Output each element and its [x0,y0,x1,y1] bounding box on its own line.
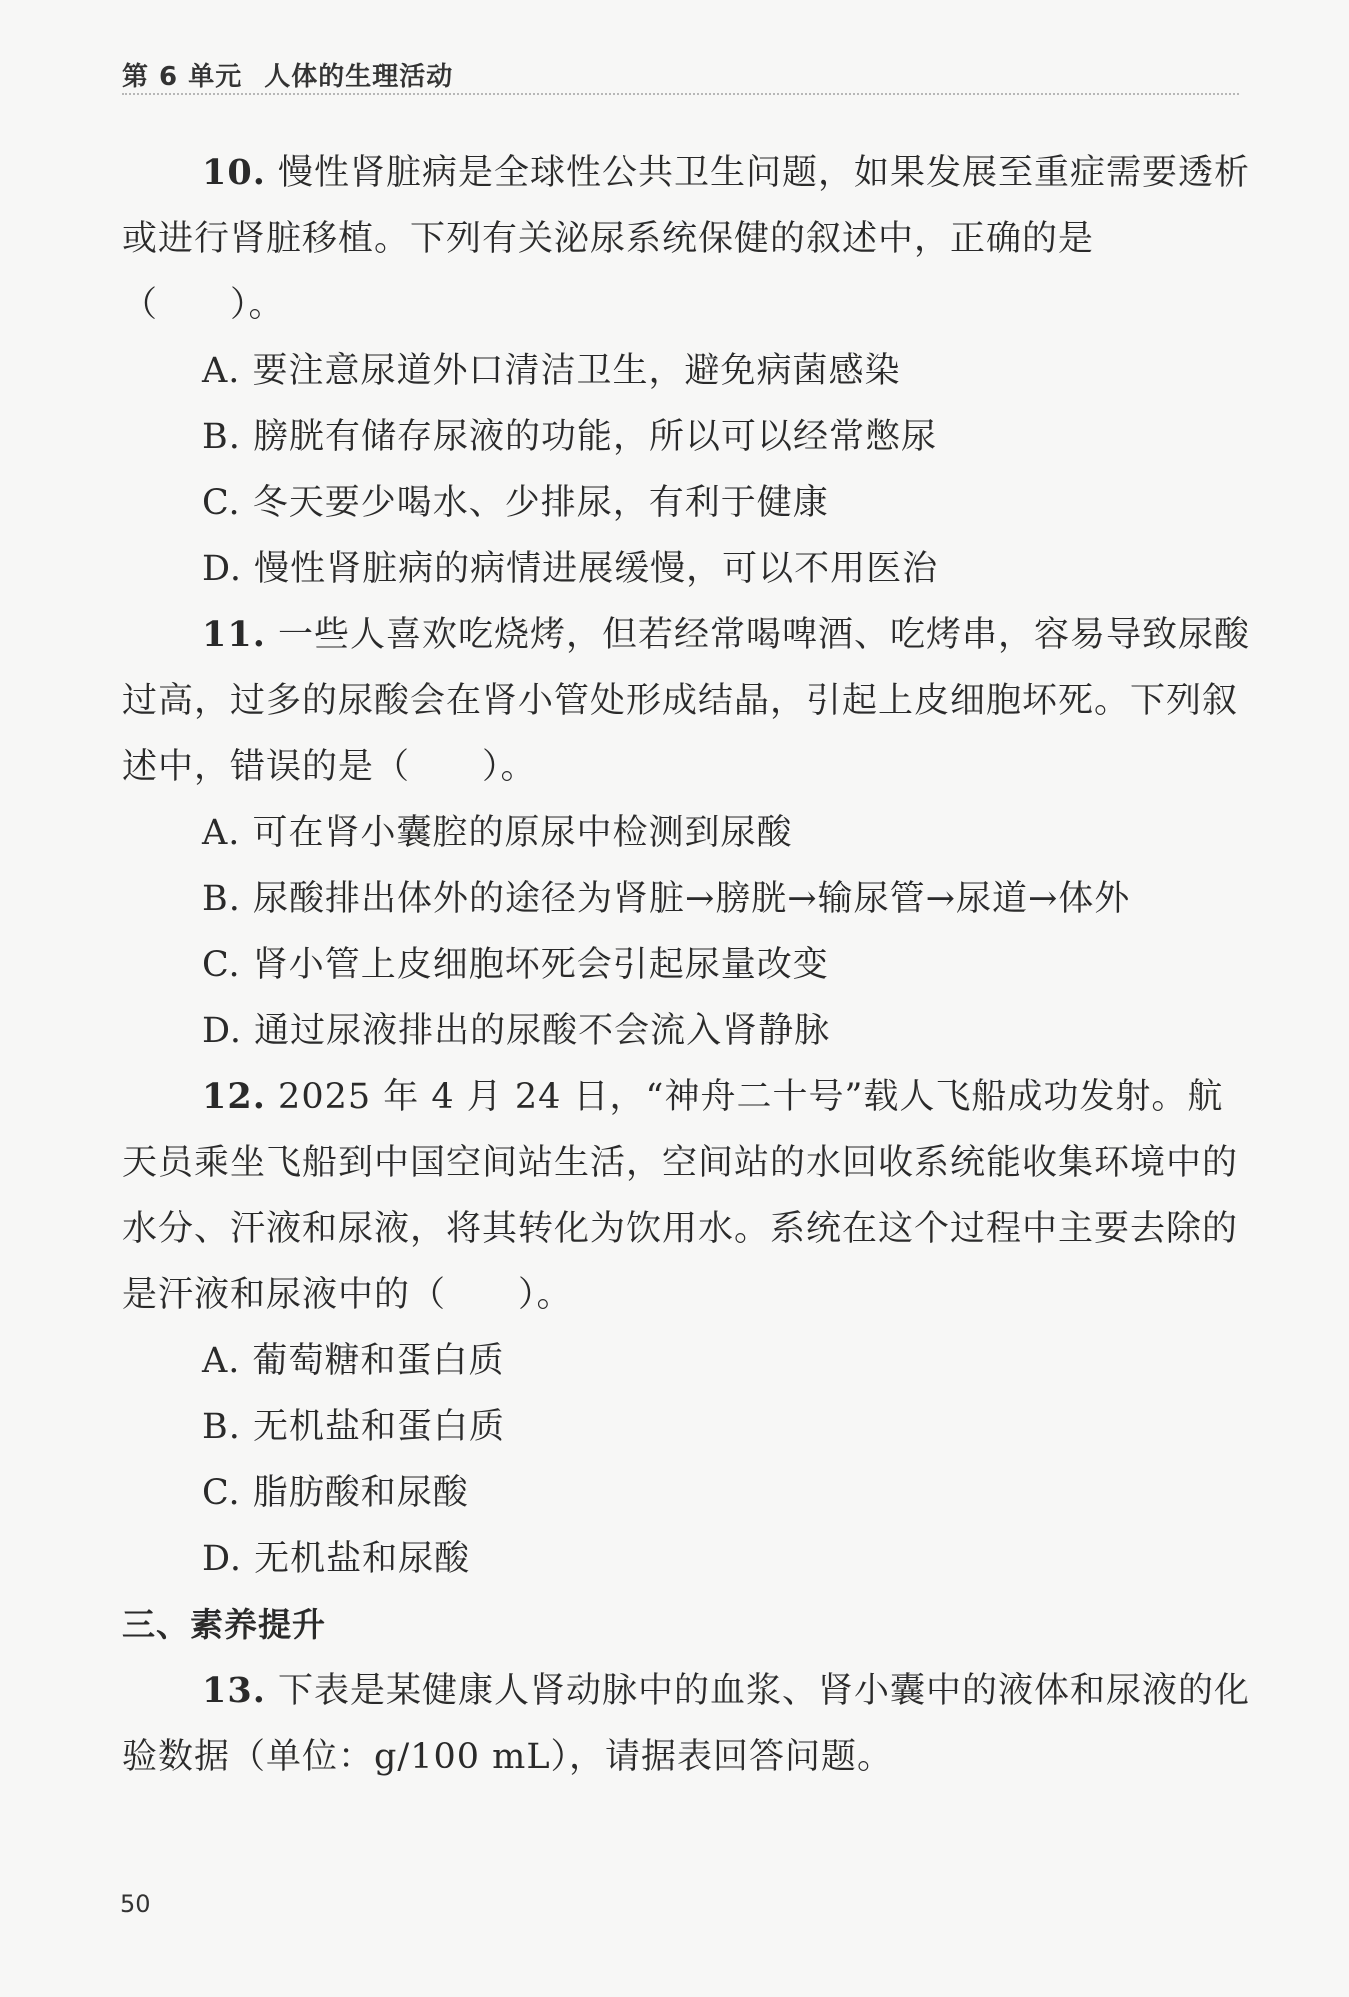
question-10 [122,140,1252,338]
option-12-d: D. 无机盐和尿酸 [202,1539,471,1579]
option-12-b: B. 无机盐和蛋白质 [202,1407,505,1447]
option-11-d: D. 通过尿液排出的尿酸不会流入肾静脉 [202,1011,831,1051]
question-number: 10. [202,152,266,193]
question-stem: 2025 年 4 月 24 日，“神舟二十号”载人飞船成功发射。航天员乘坐飞船到中国空间站生活，空间站的水回收系统能收集环境中的水分、汗液和尿液，将其转化为饮用水。系统在这个过程中主要去除的是汗液和尿液中的（ ）。 [122,1077,1239,1315]
question-12 [122,1064,1252,1328]
unit-title: 人体的生理活动 [264,62,454,92]
section-heading: 三、素养提升 [122,1605,326,1644]
question-11 [122,602,1252,800]
option-11-b: B. 尿酸排出体外的途径为肾脏→膀胱→输尿管→尿道→体外 [202,879,1131,919]
question-number: 13. [202,1670,266,1711]
question-number: 11. [202,614,266,655]
question-13 [122,1658,1252,1790]
option-11-c: C. 肾小管上皮细胞坏死会引起尿量改变 [202,945,829,985]
header-divider [122,93,1239,95]
option-10-a: A. 要注意尿道外口清洁卫生，避免病菌感染 [202,351,901,391]
option-12-a: A. 葡萄糖和蛋白质 [202,1341,505,1381]
question-number: 12. [202,1076,266,1117]
option-11-a: A. 可在肾小囊腔的原尿中检测到尿酸 [202,813,793,853]
page-number: 50 [120,1890,151,1918]
option-10-c: C. 冬天要少喝水、少排尿，有利于健康 [202,483,829,523]
running-head [122,56,453,93]
option-12-c: C. 脂肪酸和尿酸 [202,1473,469,1513]
option-10-d: D. 慢性肾脏病的病情进展缓慢，可以不用医治 [202,549,939,589]
unit-label: 第 6 单元 [122,62,243,92]
question-stem: 慢性肾脏病是全球性公共卫生问题，如果发展至重症需要透析或进行肾脏移植。下列有关泌尿系统保健的叙述中，正确的是（ ）。 [122,153,1251,325]
question-stem: 下表是某健康人肾动脉中的血浆、肾小囊中的液体和尿液的化验数据（单位：g/100 mL），请据表回答问题。 [122,1671,1251,1777]
content [122,140,1252,1790]
option-10-b: B. 膀胱有储存尿液的功能，所以可以经常憋尿 [202,417,937,457]
question-stem: 一些人喜欢吃烧烤，但若经常喝啤酒、吃烤串，容易导致尿酸过高，过多的尿酸会在肾小管处形成结晶，引起上皮细胞坏死。下列叙述中，错误的是（ ）。 [122,615,1251,787]
